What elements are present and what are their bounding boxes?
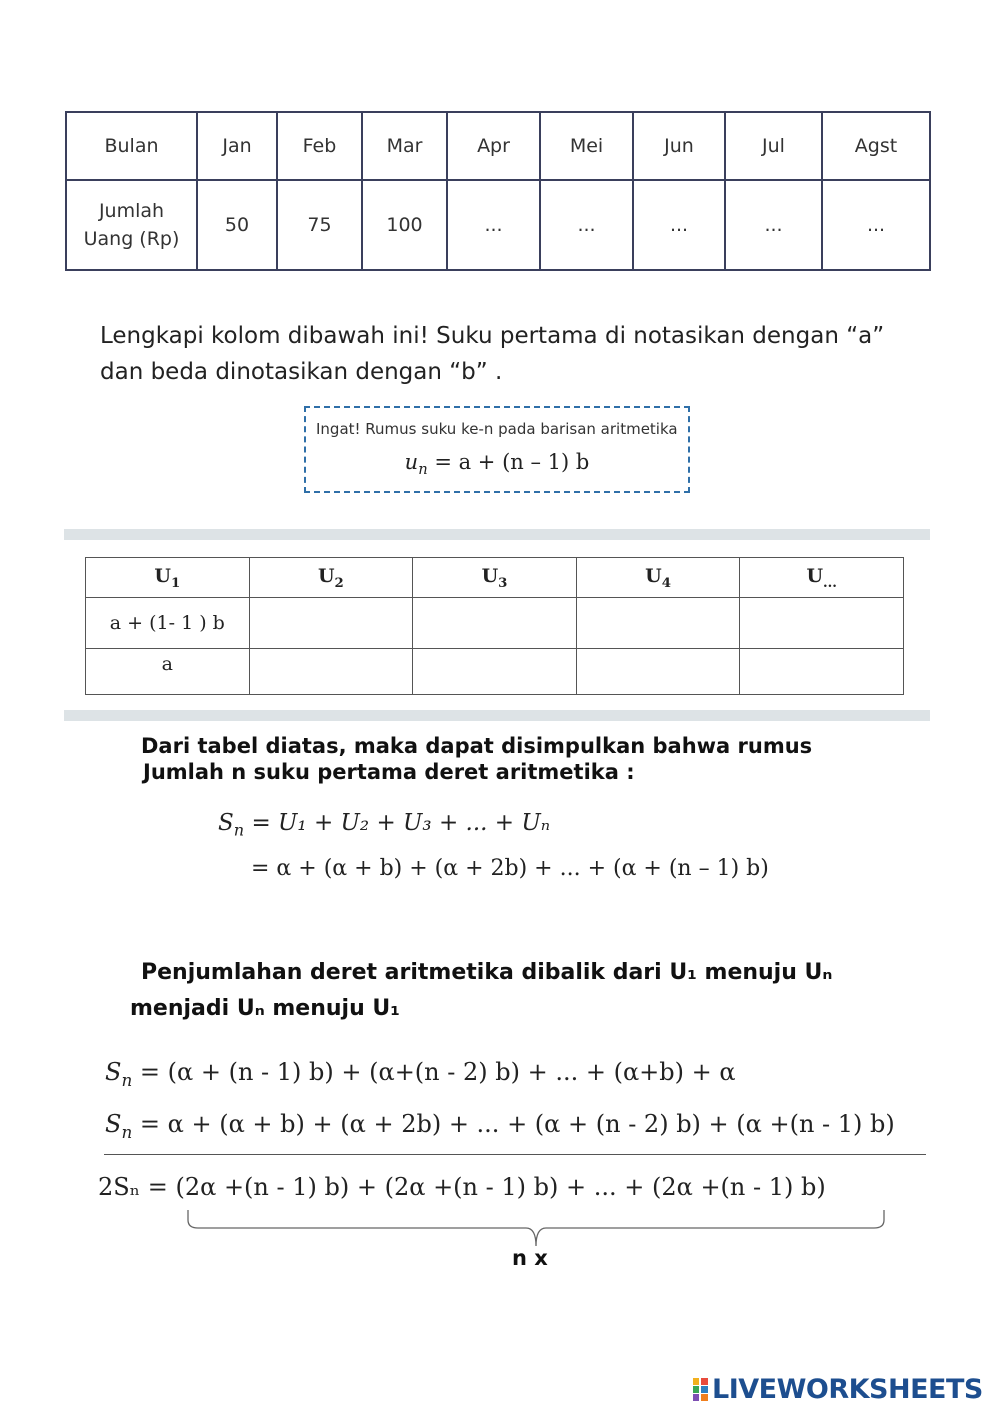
month-jun: Jun xyxy=(633,112,725,180)
sum-row-3-lhs: 2Sₙ xyxy=(98,1173,141,1201)
jumlah-label-line1: Jumlah xyxy=(98,200,165,222)
conclusion-line1: Dari tabel diatas, maka dapat disimpulkan bahwa rumus xyxy=(141,734,813,758)
liveworksheets-brand-text: LIVEWORKSHEETS xyxy=(712,1373,983,1405)
value-apr-input[interactable]: ... xyxy=(447,180,540,270)
value-feb: 75 xyxy=(277,180,362,270)
sum-row-1: $S_n = (\alpha + (n - 1) b) + (\alpha+(n - 2) b)$ + ... + (α+b) + α xyxy=(105,1058,736,1090)
un-simplified-input[interactable] xyxy=(740,649,904,695)
month-jul: Jul xyxy=(725,112,822,180)
months-header-row xyxy=(66,112,930,180)
month-feb: Feb xyxy=(277,112,362,180)
u-simplified-row xyxy=(86,649,904,695)
month-mei: Mei xyxy=(540,112,633,180)
liveworksheets-logo[interactable] xyxy=(692,1373,983,1405)
u3-header: $U_3$ xyxy=(413,558,577,598)
sum-row-3 xyxy=(98,1173,826,1201)
month-agst: Agst xyxy=(822,112,930,180)
month-jan: Jan xyxy=(197,112,277,180)
months-table xyxy=(65,111,931,271)
u3-formula-input[interactable] xyxy=(413,598,577,649)
sum-row-2: $S_n = \alpha + (\alpha + b) + (\alpha + 2b)$ + ... + (α + (n - 2) b) + (α +(n - 1) b) xyxy=(105,1110,895,1142)
instruction-text: Lengkapi kolom dibawah ini! Suku pertama di notasikan dengan “a” dan beda dinotasikan dengan “b” . xyxy=(100,323,885,385)
u2-simplified-input[interactable] xyxy=(249,649,413,695)
u3-simplified-input[interactable] xyxy=(413,649,577,695)
un-header: $U_{...}$ xyxy=(740,558,904,598)
reverse-line2: menjadi Uₙ menuju U₁ xyxy=(130,996,400,1021)
sum-divider-line xyxy=(104,1154,926,1155)
bulan-label: Bulan xyxy=(66,112,197,180)
u2-formula-input[interactable] xyxy=(249,598,413,649)
reverse-line1: Penjumlahan deret aritmetika dibalik dari U₁ menuju Uₙ xyxy=(141,960,833,985)
conclusion-line2: Jumlah n suku pertama deret aritmetika : xyxy=(143,760,635,784)
value-jul-input[interactable]: ... xyxy=(725,180,822,270)
sum-row-3-rhs: = (2α +(n - 1) b) + (2α +(n - 1) b) + ... + (2α +(n - 1) b) xyxy=(147,1173,826,1201)
sum-row-1-rhs: = (α + (n - 1) b) + (α+(n - 2) b) + ... + (α+b) + α xyxy=(139,1058,736,1086)
u1-header: $U_1$ xyxy=(86,558,250,598)
u-table xyxy=(85,557,904,695)
value-jan: 50 xyxy=(197,180,277,270)
u-header-row xyxy=(86,558,904,598)
month-apr: Apr xyxy=(447,112,540,180)
value-mar: 100 xyxy=(362,180,447,270)
sum-equation-2: = α + (α + b) + (α + 2b) + ... + (α + (n – 1) b) xyxy=(251,856,769,881)
reminder-formula: $u_n = a + (n - 1)$ b xyxy=(404,450,590,479)
un-formula-input[interactable] xyxy=(740,598,904,649)
sum-row-2-rhs: = α + (α + b) + (α + 2b) + ... + (α + (n - 2) b) + (α +(n - 1) b) xyxy=(139,1110,895,1138)
u4-simplified-input[interactable] xyxy=(576,649,740,695)
u1-formula-cell: a + (1- 1 ) b xyxy=(86,598,250,649)
u4-header: $U_4$ xyxy=(576,558,740,598)
jumlah-uang-label xyxy=(66,180,197,270)
divider-band-top xyxy=(64,529,930,540)
u1-simplified-cell: a xyxy=(86,649,250,695)
value-agst-input[interactable]: ... xyxy=(822,180,930,270)
divider-band-bottom xyxy=(64,710,930,721)
months-value-row xyxy=(66,180,930,270)
u4-formula-input[interactable] xyxy=(576,598,740,649)
u-formula-row xyxy=(86,598,904,649)
sum-equation-1: $S_n = U_1 + U_2 + U_3$ + ... + Uₙ xyxy=(218,810,551,840)
u2-header: $U_2$ xyxy=(249,558,413,598)
reminder-box xyxy=(304,406,690,493)
reminder-title: Ingat! Rumus suku ke-n pada barisan aritmetika xyxy=(316,420,678,438)
sum-equation-1-rhs: U₁ + U₂ + U₃ + ... + Uₙ xyxy=(278,810,551,836)
reminder-formula-rhs: = a + (n – 1) b xyxy=(434,450,590,474)
value-jun-input[interactable]: ... xyxy=(633,180,725,270)
brace-label: n x xyxy=(512,1246,548,1270)
value-mei-input[interactable]: ... xyxy=(540,180,633,270)
jumlah-label-line2: Uang (Rp) xyxy=(83,228,180,250)
month-mar: Mar xyxy=(362,112,447,180)
